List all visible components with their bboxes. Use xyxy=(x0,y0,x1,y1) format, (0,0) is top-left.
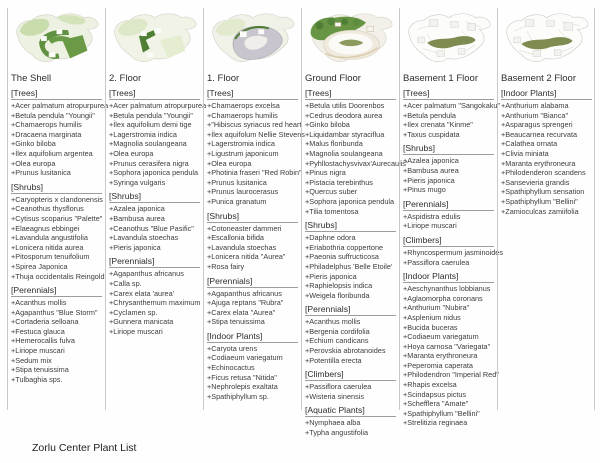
plant-item: +Betula pendula "Youngii" xyxy=(109,110,193,120)
plant-item: +Caryopteris x clandonensis xyxy=(11,194,103,204)
plant-item: +Sophora japonica pendula xyxy=(305,196,395,206)
plant-item: +Echium candicans xyxy=(305,336,369,346)
plant-item: +Ginko biloba xyxy=(11,139,56,149)
plant-item: +Cotoneaster dammeri xyxy=(207,223,282,233)
plant-item: +Codiaeum variegatum xyxy=(403,332,479,342)
plant-sections xyxy=(207,88,305,401)
plant-item: +Acanthus mollis xyxy=(305,317,361,327)
plant-list xyxy=(109,269,203,336)
plant-item: +Malus floribunda xyxy=(305,139,363,149)
section-label: [Shrubs] xyxy=(11,182,102,194)
plant-item: +Dracaena marginata xyxy=(11,129,82,139)
plant-item: +Stipa tenuissima xyxy=(11,365,69,375)
plant-item: +"Hibiscus syriacus red heart xyxy=(207,120,302,130)
site-plan-ground-floor-icon xyxy=(305,10,396,68)
plant-item: +Maranta erythroneura xyxy=(501,158,576,168)
plant-item: +İlex aquifolum Nellie Stevens xyxy=(207,129,305,139)
column-basement-1 xyxy=(399,8,503,428)
plant-item: +Betula pendula "Youngii" xyxy=(11,110,95,120)
plant-sections xyxy=(403,88,503,428)
plant-item: +Ligustrum japonicum xyxy=(207,148,279,158)
plant-item: +İlex aquifolium demi tige xyxy=(109,120,192,130)
plant-item: +Peperomia caperata xyxy=(403,360,473,370)
plant-item: +Spirea Japonica xyxy=(11,261,68,271)
section-label: [Trees] xyxy=(305,88,396,100)
column-title: 2. Floor xyxy=(109,73,142,84)
column-1-floor xyxy=(203,8,305,410)
plant-item: +Zamioculcas zamiifolia xyxy=(501,206,579,216)
plant-item: +Pitosporum tenuifolium xyxy=(11,252,90,262)
plant-item: +Syringa vulgaris xyxy=(109,177,166,187)
plant-item: +Echinocactus xyxy=(207,363,255,373)
plant-item: +Cortaderia selloana xyxy=(11,317,79,327)
plant-item: +Hemerocallis fulva xyxy=(11,336,75,346)
column-2-floor xyxy=(105,8,207,410)
plant-item: +Calla sp. xyxy=(109,278,142,288)
plant-list xyxy=(109,101,207,187)
plant-item: +Acer palmatum atropurpurea xyxy=(11,101,109,110)
plant-item: +Philodendron "Imperial Red" xyxy=(403,370,499,380)
plant-list xyxy=(403,212,497,231)
section-label: [Perennials] xyxy=(305,304,396,316)
column-ground-floor xyxy=(301,8,408,438)
plant-item: +Caryota urens xyxy=(207,343,258,353)
column-title: Basement 1 Floor xyxy=(403,73,478,84)
plant-item: +Bambusa aurea xyxy=(109,213,165,223)
plant-item: +Rhapis excelsa xyxy=(403,380,457,390)
plant-item: +Lavandula stoechas xyxy=(109,233,179,243)
plant-list xyxy=(305,317,399,365)
plant-item: +Ginko biloba xyxy=(305,120,350,130)
plant-item: +Escallonia bifida xyxy=(207,233,264,243)
plant-item: +Scindapsus pictus xyxy=(403,389,467,399)
plant-item: +Philadelphus 'Belle Etoile' xyxy=(305,261,393,271)
plant-item: +Cedrus deodora aurea xyxy=(305,110,383,120)
plant-item: +Olea europa xyxy=(207,158,252,168)
plant-item: +Liriope muscari xyxy=(109,326,163,336)
plant-item: +Liquidambar styraciflua xyxy=(305,129,385,139)
plant-item: +Tulbaghia sps. xyxy=(11,374,63,384)
plant-list xyxy=(207,224,301,272)
site-plan-the-shell-icon xyxy=(11,10,102,68)
plant-item: +Acanthus mollis xyxy=(11,298,67,308)
plant-item: +Lonicera nitida "Aurea" xyxy=(207,252,286,262)
plant-item: +Ajuga reptans "Rubra" xyxy=(207,298,284,308)
plant-list xyxy=(207,289,301,327)
section-label: [Trees] xyxy=(109,88,200,100)
plant-item: +Pieris japonica xyxy=(109,242,161,252)
plant-list xyxy=(109,204,203,252)
plant-item: +Prunus cerasifera nigra xyxy=(109,158,189,168)
plant-item: +Olea europa xyxy=(11,158,56,168)
plant-list xyxy=(403,284,497,428)
plant-list xyxy=(305,233,399,300)
plant-item: +Betula pendula xyxy=(403,110,456,120)
plant-item: +Passiflora caerulea xyxy=(403,257,470,267)
plant-list xyxy=(305,101,408,216)
plant-item: +Magnolia soulangeana xyxy=(109,139,187,149)
plant-item: +Pistacia terebinthus xyxy=(305,177,373,187)
plant-item: +Lagerstromia indica xyxy=(207,139,275,149)
column-title: The Shell xyxy=(11,73,52,84)
plant-item: +Hoya carnosa "Variegata" xyxy=(403,341,491,351)
plant-item: +Sedum mix xyxy=(11,355,52,365)
plant-item: +Pieris japonica xyxy=(403,175,455,185)
plant-item: +Gunnera manicata xyxy=(109,317,174,327)
plant-item: +Anthurium "Nubira" xyxy=(403,303,470,313)
plant-item: +Agapanthus "Blue Storm" xyxy=(11,307,98,317)
plant-item: +Carex elata "Aurea" xyxy=(207,307,276,317)
plant-item: +Maranta erythroneura xyxy=(403,351,478,361)
plant-item: +Acer palmatum atropurpurea xyxy=(109,101,207,110)
plant-sections xyxy=(501,88,594,216)
section-label: [Indoor Plants] xyxy=(403,271,494,283)
plant-item: +Passiflora caerulea xyxy=(305,382,372,392)
plant-item: +Betula utilis Doorenbos xyxy=(305,101,385,110)
plant-item: +Cytisus scoparius "Palette" xyxy=(11,213,103,223)
plant-item: +Sansevieria grandis xyxy=(501,177,570,187)
plant-item: +Aeschynanthus lobbianus xyxy=(403,284,491,294)
plant-list xyxy=(501,101,594,216)
plant-item: +Schefflera "Amate" xyxy=(403,399,469,409)
column-basement-2 xyxy=(497,8,595,410)
plant-item: +Typha angustifolia xyxy=(305,428,369,438)
plant-item: +Asplenium nidus xyxy=(403,312,461,322)
plant-item: +Strelitizia reginaea xyxy=(403,418,468,428)
plant-item: +Liriope muscari xyxy=(11,346,65,356)
plant-item: +Pinus nigra xyxy=(305,168,346,178)
plant-item: +Festuca glauca xyxy=(11,326,65,336)
plant-list xyxy=(305,418,399,437)
section-label: [Trees] xyxy=(403,88,494,100)
plant-item: +Tilia tomentosa xyxy=(305,206,359,216)
plant-item: +Pinus mugo xyxy=(403,185,446,195)
plant-sections xyxy=(305,88,408,438)
plant-list xyxy=(305,382,399,401)
plant-item: +Pieris japonica xyxy=(305,271,357,281)
plant-item: +Ceanothus "Blue Pasific" xyxy=(109,223,194,233)
plant-list xyxy=(403,156,497,194)
plant-item: +Azalea japonica xyxy=(109,204,165,214)
section-label: [Trees] xyxy=(11,88,102,100)
section-label: [Perennials] xyxy=(403,199,494,211)
section-label: [Perennials] xyxy=(207,276,298,288)
plant-item: +Chamaerops humilis xyxy=(207,110,278,120)
section-label: [Aquatic Plants] xyxy=(305,405,396,417)
plant-item: +Magnolia soulangeana xyxy=(305,148,383,158)
plant-item: +Asparagus sprengeri xyxy=(501,120,573,130)
plant-item: +Photinia fraseri "Red Robin" xyxy=(207,168,302,178)
plant-item: +Acer palmatum "Sangokaku" xyxy=(403,101,501,110)
section-label: [Shrubs] xyxy=(305,220,396,232)
page-footer xyxy=(32,442,136,454)
plant-item: +Prunus lusitanica xyxy=(207,177,267,187)
plant-item: +Codiaeum variegatum xyxy=(207,353,283,363)
plant-item: +Raphielopsis indica xyxy=(305,281,373,291)
plant-item: +Ficus retusa "Nitida" xyxy=(207,372,277,382)
plant-item: +Philodenderon scandens xyxy=(501,168,586,178)
plant-item: +Agapanthus africanus xyxy=(109,269,184,279)
plant-item: +Spathiphyllum sp. xyxy=(207,391,269,401)
page-title: Zorlu Center Plant List xyxy=(32,442,137,454)
plant-item: +Prunus lusitanica xyxy=(11,168,71,178)
plant-item: +Thuja occidentalis Reingold xyxy=(11,271,105,281)
site-plan-basement-2-icon xyxy=(501,10,592,68)
plant-item: +Liriope muscari xyxy=(403,221,457,231)
plant-item: +Spathiphyllum sensation xyxy=(501,187,585,197)
plant-item: +Calathea ornata xyxy=(501,139,558,149)
plant-item: +Cyclamen sp. xyxy=(109,307,158,317)
plant-item: +Paeonia suffructicosa xyxy=(305,252,379,262)
plant-item: +Nymphaea alba xyxy=(305,418,361,428)
plant-item: +Spathiphyllum "Bellini" xyxy=(403,408,480,418)
plant-sections xyxy=(11,88,109,384)
column-the-shell xyxy=(7,8,109,410)
site-plan-1-floor-icon xyxy=(207,10,298,68)
columns-container xyxy=(7,8,595,438)
plant-item: +Olea europa xyxy=(109,148,154,158)
section-label: [Indoor Plants] xyxy=(207,331,298,343)
plant-list xyxy=(207,101,305,207)
plant-item: +Rhyncospermum jasminoides xyxy=(403,247,503,257)
section-label: [Shrubs] xyxy=(207,211,298,223)
section-label: [Climbers] xyxy=(403,235,494,247)
plant-item: +Beaucarnea recurvata xyxy=(501,129,578,139)
plant-item: +Agapanthus africanus xyxy=(207,288,282,298)
plant-item: +Potentilla erecta xyxy=(305,355,362,365)
plant-item: +Clivia miniata xyxy=(501,148,549,158)
plant-item: +Anthurium alabama xyxy=(501,101,569,110)
plant-list xyxy=(403,247,503,267)
plant-item: +Carex elata 'aurea' xyxy=(109,288,175,298)
plant-item: +Lagerstromia indica xyxy=(109,129,177,139)
plant-item: +Sophora japonica pendula xyxy=(109,168,199,178)
plant-item: +Punica granatum xyxy=(207,196,267,206)
plant-item: +Lavandula angustifolia xyxy=(11,233,88,243)
plant-item: +Daphne odora xyxy=(305,233,356,243)
plant-item: +Lonicera nitida aurea xyxy=(11,242,84,252)
plant-item: +Prunus laurocerasus xyxy=(207,187,279,197)
section-label: [Shrubs] xyxy=(403,143,494,155)
plant-item: +Nephrolepis exaltata xyxy=(207,382,278,392)
plant-item: +Ceanothus thysflorus xyxy=(11,204,84,214)
column-title: Ground Floor xyxy=(305,73,361,84)
section-label: [Indoor Plants] xyxy=(501,88,592,100)
plant-item: +Bergenia cordifolia xyxy=(305,326,370,336)
plant-item: +Chrysanthemum maximum xyxy=(109,298,201,308)
column-title: 1. Floor xyxy=(207,73,240,84)
plant-item: +Aglaomorpha coronans xyxy=(403,293,483,303)
plant-item: +Aspidistra edulis xyxy=(403,211,461,221)
plant-item: +Quercus suber xyxy=(305,187,358,197)
plant-item: +Wisteria sinensis xyxy=(305,391,365,401)
plant-item: +Ilex crenata "Kinme" xyxy=(403,120,473,130)
plant-item: +Weigela floribunda xyxy=(305,290,370,300)
plant-item: +Anthurium "Bianca" xyxy=(501,110,569,120)
plant-sections xyxy=(109,88,207,336)
plant-item: +Chamaerops humilis xyxy=(11,120,82,130)
plant-item: +Taxus cuspidata xyxy=(403,129,460,139)
site-plan-basement-1-icon xyxy=(403,10,494,68)
plant-item: +Stipa tenuissima xyxy=(207,317,265,327)
plant-item: +Pyhllostachysvivax'Aurecaulis' xyxy=(305,158,408,168)
plant-item: +Perovskia abrotanoides xyxy=(305,346,386,356)
plant-item: +Bucida buceras xyxy=(403,322,458,332)
site-plan-2-floor-icon xyxy=(109,10,200,68)
plant-list xyxy=(207,344,301,402)
plant-list xyxy=(11,298,105,384)
plant-item: +Eriabothria coppertone xyxy=(305,242,384,252)
plant-list xyxy=(11,101,109,178)
column-title: Basement 2 Floor xyxy=(501,73,576,84)
plant-item: +Azalea japonica xyxy=(403,156,459,166)
plant-item: +Spathiphyllum "Bellini" xyxy=(501,196,578,206)
section-label: [Climbers] xyxy=(305,369,396,381)
plant-item: +İlex aquifolium argentea xyxy=(11,148,93,158)
plant-list xyxy=(11,195,105,281)
plant-list xyxy=(403,101,501,139)
plant-item: +Chamaerops excelsa xyxy=(207,101,280,110)
plant-item: +Elaeagnus ebbingei xyxy=(11,223,80,233)
plant-item: +Bambusa aurea xyxy=(403,165,459,175)
section-label: [Shrubs] xyxy=(109,191,200,203)
section-label: [Perennials] xyxy=(109,256,200,268)
section-label: [Perennials] xyxy=(11,285,102,297)
plant-item: +Lavandula stoechas xyxy=(207,242,277,252)
plant-item: +Rosa fairy xyxy=(207,261,245,271)
section-label: [Trees] xyxy=(207,88,298,100)
